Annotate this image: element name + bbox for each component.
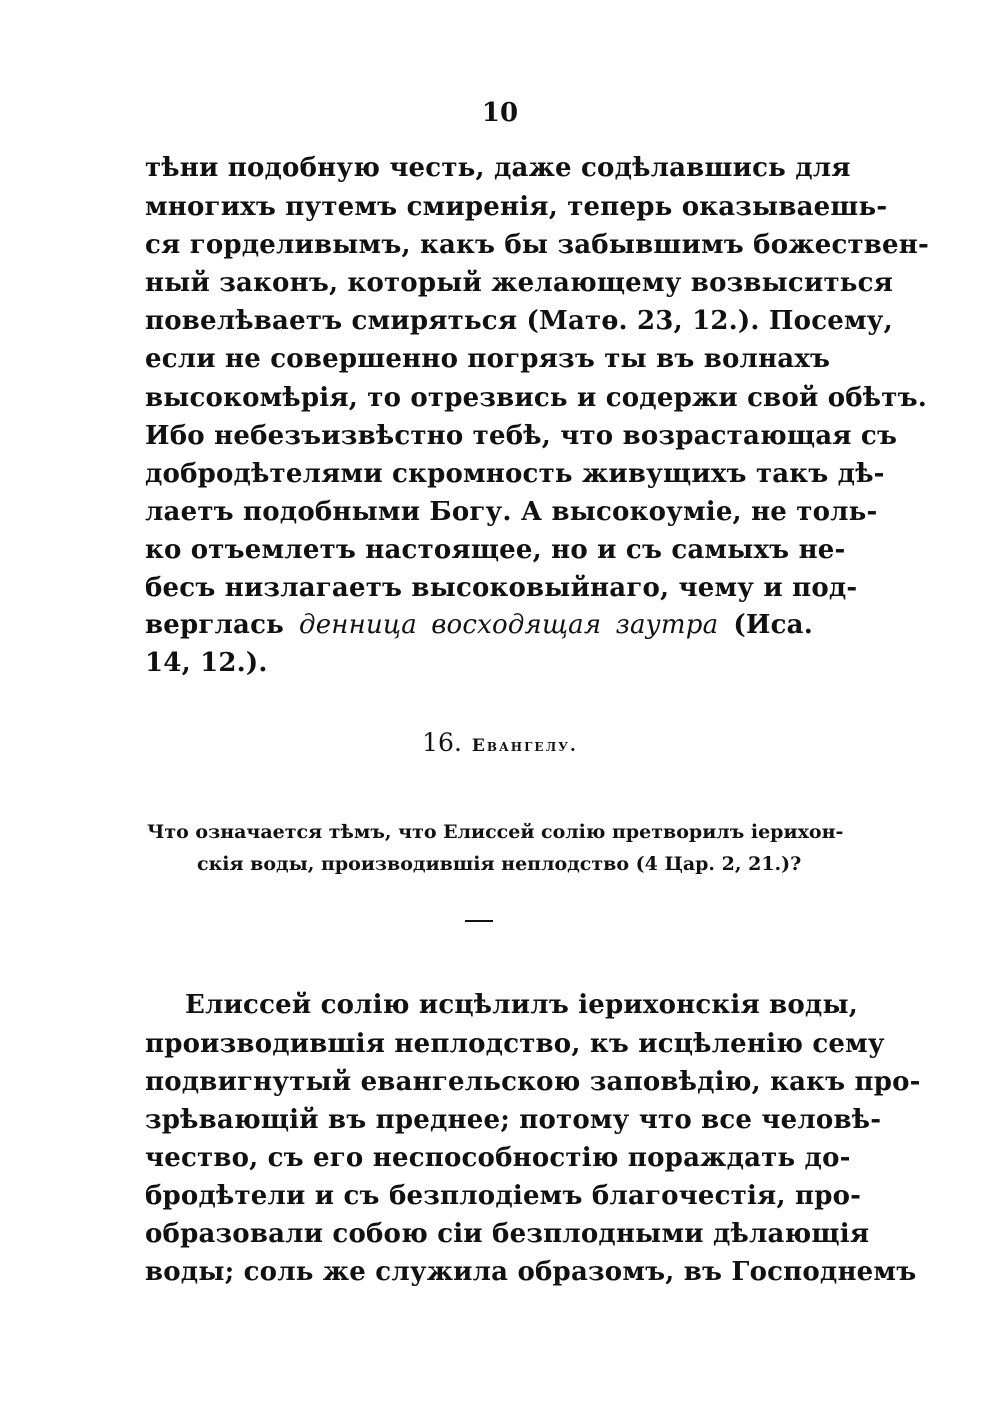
separator-dash	[465, 920, 493, 922]
italic-quotation: денница восходящая заутра	[299, 610, 719, 640]
text-line: повелѣваетъ смиряться (Матѳ. 23, 12.). Посему,	[145, 306, 893, 336]
text-span: (Иса.	[718, 610, 813, 640]
text-line: многихъ путемъ смиренія, теперь оказываешь-	[145, 192, 888, 222]
text-line: образовали собою сіи безплодными дѣлающія	[145, 1219, 870, 1249]
text-line: зрѣвающій въ преднее; потому что все человѣ-	[145, 1105, 882, 1135]
page-number: 10	[481, 98, 519, 128]
text-line: бродѣтели и съ безплодіемъ благочестія, про-	[145, 1181, 862, 1211]
text-span: верглась	[145, 610, 300, 640]
text-line: добродѣтелями скромность живущихъ такъ дѣ-	[145, 459, 885, 489]
text-line: если не совершенно погрязъ ты въ волнахъ	[145, 344, 831, 374]
text-line: чество, съ его неспособностію пораждать до-	[145, 1143, 851, 1173]
text-line: Елиссей солію исцѣлилъ іерихонскія воды,	[185, 990, 858, 1020]
section-title: Евангелу.	[471, 736, 578, 756]
text-line: производившія неплодство, къ исцѣленію сему	[145, 1029, 885, 1059]
text-line-with-quote	[145, 607, 813, 643]
text-line: Ибо небезъизвѣстно тебѣ, что возрастающая съ	[145, 421, 898, 451]
question-line: Что означается тѣмъ, что Елиссей солію претворилъ іерихон-	[147, 821, 844, 843]
text-line: высокомѣрія, то отрезвись и содержи свой обѣтъ.	[145, 383, 927, 413]
section-number: 16.	[422, 728, 462, 757]
text-line: подвигнутый евангельскою заповѣдію, какъ про-	[145, 1067, 921, 1097]
text-line: ся горделивымъ, какъ бы забывшимъ божествен-	[145, 230, 930, 260]
text-line: тѣни подобную честь, даже содѣлавшись для	[145, 153, 851, 183]
text-line: воды; соль же служила образомъ, въ Господнемъ	[145, 1257, 917, 1287]
section-heading	[0, 728, 1000, 757]
text-line: ко отъемлетъ настоящее, но и съ самыхъ не-	[145, 535, 846, 565]
text-line: 14, 12.).	[145, 648, 268, 678]
text-line: лаетъ подобными Богу. А высокоуміе, не толь-	[145, 497, 878, 527]
question-line: скія воды, производившія неплодство (4 Цар. 2, 21.)?	[197, 853, 802, 875]
text-line: ный законъ, который желающему возвыситься	[145, 268, 894, 298]
text-line: бесъ низлагаетъ высоковыйнаго, чему и под-	[145, 573, 858, 603]
